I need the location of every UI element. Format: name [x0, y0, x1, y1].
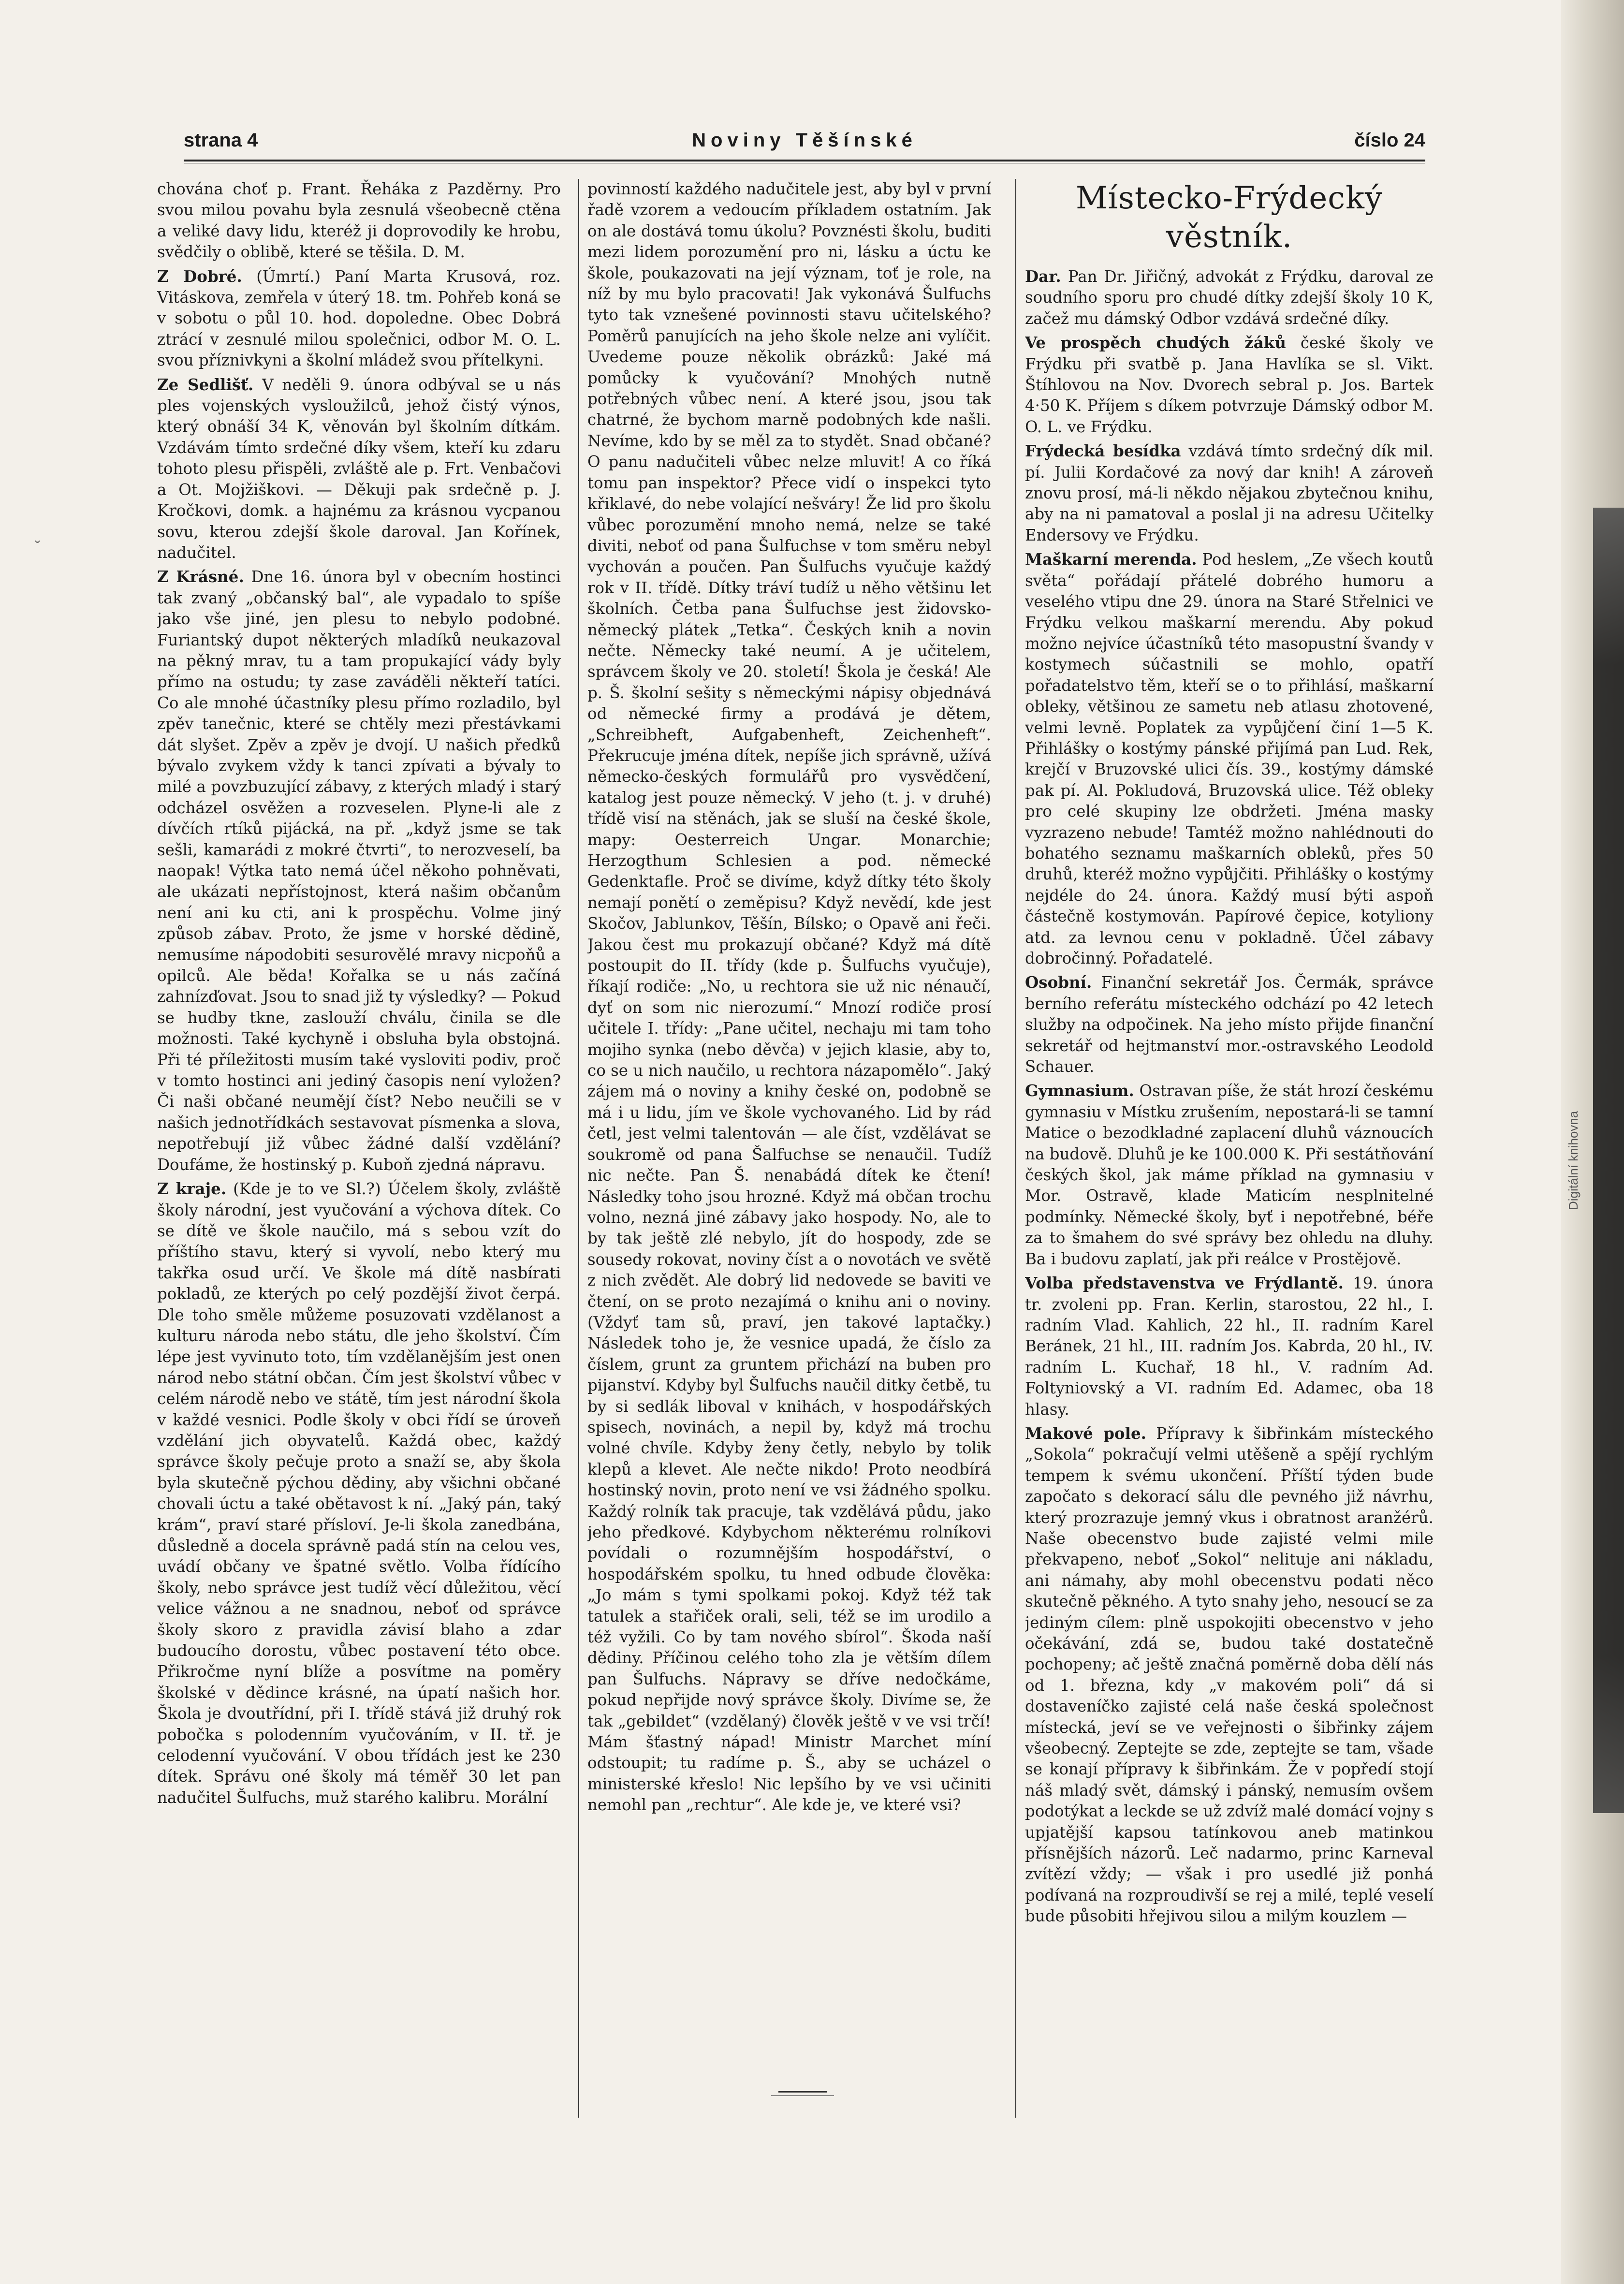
header-rule — [184, 160, 1425, 161]
newspaper-title: Noviny Těšínské — [692, 130, 917, 151]
article-paragraph — [157, 566, 561, 1175]
article-end-rule — [778, 2091, 827, 2093]
article-body: (Kde je to ve Sl.?) Účelem školy, zvláště školy národní, jest vyučování a výchova dítek. Co se dítě ve škole naučilo, má s sebou vzít do příštího stavu, který si vyvolí, nebo který mu takřka osud určí. Ve škole má dítě nasbírati pokladů, ze kterých po celý pozdější život čerpá. Dle toho směle můžeme posuzovati vzdělanost a kulturu národa nebo státu, dle jeho školství. Čím lépe jest vyvinuto toto, tím vzdělanějším jest onen národ nebo státní občan. Čím jest školství vůbec v celém národě nebo ve státě, tím jest národní škola v každé vesnici. Podle školy v obci řídí se úroveň vzdělání jich obyvatelů. Každá obec, každý správce školy pečuje proto a snaží se, aby škola byla skutečně pýchou dědiny, aby všichni občané chovali úctu a také obětavost k ní. „Jaký pán, taký krám“, praví staré přísloví. Je-li škola zanedbána, důsledně a docela správně padá stín na celou ves, uvádí občany ve špatné světlo. Volba řídícího školy, nebo správce jest tudíž věcí důležitou, věcí velice vážnou a ne snadnou, neboť od správce školy skoro z pravidla závisí blaho a zdar budoucího dorostu, vůbec postavení této obce. Přikročme nyní blíže a posvítme na poměry školské v dědince krásné, na úpatí našich hor. Škola je dvoutřídní, při I. třídě stává již druhý rok pobočka s polodenním vyučováním, v II. tř. je celodenní vyučování. V obou třídách jest ke 230 dítek. Správu oné školy má téměř 30 let pan nadučitel Šulfuchs, muž starého kalibru. Morální — [157, 1180, 561, 1807]
news-lead: Ve prospěch chudých žáků — [1025, 333, 1286, 352]
news-lead: Maškarní merenda. — [1025, 550, 1197, 569]
column-1 — [157, 179, 561, 2127]
news-body: 19. února tr. zvoleni pp. Fran. Kerlin, starostou, 22 hl., I. radním Vlad. Kahlich, 22 hl., II. radním Karel Beránek, 21 hl., III. radním Jos. Kabrda, 20 hl., IV. radním L. Kuchař, 18 hl., V. radním Ad. Foltyniovský a VI. radním Ed. Adamec, oba 18 hlasy. — [1025, 1274, 1434, 1419]
news-lead: Makové pole. — [1025, 1423, 1146, 1443]
article-paragraph — [157, 374, 561, 564]
stray-mark: ˘ — [34, 539, 41, 556]
news-body: Finanční sekretář Jos. Čermák, správce berního referátu místeckého odchází po 42 letech služby na odpočinek. Na jeho místo přijde finanční sekretář od hejtmanství mor.-ostravského Leodold Schauer. — [1025, 973, 1434, 1076]
column-3 — [1025, 179, 1434, 2127]
news-body: Pan Dr. Jiřičný, advokát z Frýdku, daroval ze soudního sporu pro chudé dítky zdejší školy 10 K, začež mu dámský Odbor vzdává srdečné díky. — [1025, 267, 1434, 328]
news-item — [1025, 332, 1434, 438]
spine-watermark: Digitální knihovna — [1566, 1111, 1580, 1210]
news-body: vzdává tímto srdečný dík mil. pí. Julii Kordačové za nový dar knih! A zároveň znovu prosí, má-li někdo nějakou zbytečnou knihu, aby na ni pamatoval a poslal ji na adresu Učitelky Endersovy ve Frýdku. — [1025, 442, 1434, 544]
column-divider — [578, 179, 579, 2118]
news-lead: Frýdecká besídka — [1025, 441, 1181, 461]
news-lead: Osobní. — [1025, 973, 1092, 992]
article-lead: Z Dobré. — [157, 266, 242, 286]
article-body: (Úmrtí.) Paní Marta Krusová, roz. Vitáskova, zemřela v úterý 18. tm. Pohřeb koná se v sobotu o půl 10. hod. dopoledne. Obec Dobrá ztrácí v zesnulé milou společnici, odbor M. O. L. svou příznivkyni a školní mládež svou přítelkyni. — [157, 267, 561, 370]
article-paragraph — [157, 266, 561, 371]
news-body: Pod heslem, „Ze všech koutů světa“ pořádají přátelé dobrého humoru a veselého vtipu dne 29. února na Staré Střelnici ve Frýdku velkou maškarní merendu. Aby pokud možno nejvíce účastníků této masopustní švandy v kostymech súčastnili se mohlo, opatří pořadatelstvo těm, kteří se o to přihlásí, maškarní obleky, většinou ze sametu neb atlasu zhotovené, velmi levně. Poplatek za vypůjčení činí 1—5 K. Přihlášky o kostýmy pánské přijímá pan Lud. Rek, krejčí v Bruzovské ulici čís. 39., kostýmy dámské pak pí. Al. Pokludová, Bruzovská ulice. Též obleky pro celé skupiny lze obdržeti. Jména masky vyzrazeno nebude! Tamtéž možno nahlédnouti do bohatého seznamu maškarních obleků, přes 50 druhů, kteréž možno vypůjčiti. Přihlášky o kostýmy nejdéle do 24. února. Každý musí býti aspoň částečně kostymován. Papírové čepice, kotyliony atd. za levnou cenu v pokladně. Účel zábavy dobročinný. Pořadatelé. — [1025, 550, 1434, 967]
section-title: Místecko-Frýdecký věstník. — [1076, 180, 1383, 255]
issue-label: číslo 24 — [1354, 130, 1425, 151]
article-lead: Ze Sedlišť. — [157, 375, 254, 394]
article-body: V neděli 9. února odbýval se u nás ples vojenských vysloužilců, jehož čistý výnos, který obnáší 34 K, věnován byl školním dítkám. Vzdávám tímto srdečné díky všem, kteří ku zdaru tohoto plesu přispěli, zvláště ale p. Frt. Venbačovi a Ot. Mojžiškovi. — Děkuji pak srdečně p. J. Kročkovi, domk. a hajnému za krásnou vycpanou sovu, kterou zdejší škole daroval. Jan Kořínek, nadučitel. — [157, 375, 561, 562]
news-lead: Volba představenstva ve Frýdlantě. — [1025, 1274, 1344, 1293]
article-lead: Z Krásné. — [157, 567, 244, 586]
news-body: české školy ve Frýdku při svatbě p. Jana Havlíka se sl. Vikt. Štíhlovou na Nov. Dvorech sebral p. Jos. Bartek 4·50 K. Příjem s díkem potvrzuje Dámský odbor M. O. L. ve Frýdku. — [1025, 334, 1434, 436]
article-paragraph — [157, 1178, 561, 1808]
news-item — [1025, 266, 1434, 329]
library-stamp — [1593, 508, 1624, 1813]
article-lead: Z kraje. — [157, 1179, 227, 1199]
news-body: Ostravan píše, že stát hrozí českému gymnasiu v Místku zrušením, nepostará-li se tamní Matice o bezodkladné zaplacení dluhů váznoucích na budově. Dluhů je ke 100.000 K. Při sestátňování českých škol, jak máme příklad na gymnasiu v Mor. Ostravě, klade Maticím nesplnitelné podmínky. Německé školy, byť i nepotřebné, béře za to šmahem do své správy bez ohledu na dluhy. Ba i budovu zaplatí, jak při reálce v Prostějově. — [1025, 1082, 1434, 1268]
article-body: Dne 16. února byl v obecním hostinci tak zvaný „občanský bal“, ale vypadalo to spíše jako vše jiné, jen plesu to nebylo podobné. Furiantský dupot některých mladíků neukazoval na pěkný mrav, tu a tam propukající vády byly přímo na ostudu; ty zase zaváděli někteří tatíci. Co ale mnohé účastníky plesu přímo rozladilo, byl zpěv tanečnic, které se chtěly mezi přestávkami dát slyšet. Zpěv a zpěv je dvojí. U našich předků bývalo zvykem vždy k tanci zpívati a bývaly to milé a povzbuzující zábavy, z kterých mladý i starý odcházel osvěžen a rozveselen. Plyne-li ale z dívčích rtíků pijácká, na př. „když jsme se tak sešli, kamarádi z mokré čtvrti“, to nerozveselí, ba naopak! Výtka tato nemá účel někoho pohněvati, ale ukázati nepřístojnost, která našim občanům není ani ku cti, ani k prospěchu. Volme jiný způsob zábav. Proto, že jsme v horské dědině, nemusíme nápodobiti sesurovělé mravy nicpoňů a opilců. Ale běda! Kořalka se u nás začíná zahnízďovat. Jsou to snad již ty výsledky? — Pokud se hudby tkne, zaslouží chválu, činila se dle možnosti. Také kychyně i obsluha byla obstojná. Při té příležitosti musím také vysloviti podiv, proč v tomto hostinci ani jediný časopis není vyložen? Či naši občané neumějí číst? Nebo neučili se v našich jednotřídkách sestavovat písmenka a slova, nepotřebují již vůbec žádné další vzdělání? Doufáme, že hostinský p. Kuboň zjedná nápravu. — [157, 568, 561, 1174]
page-header — [184, 130, 1425, 159]
news-item — [1025, 1423, 1434, 1927]
column-divider — [1015, 179, 1016, 2118]
news-item — [1025, 440, 1434, 546]
news-item — [1025, 549, 1434, 969]
news-item — [1025, 972, 1434, 1077]
article-paragraph: povinností každého nadučitele jest, aby byl v první řadě vzorem a vedoucím příkladem ostatním. Jak on ale dostává tomu úkolu? Povznésti školu, buditi mezi lidem porozumění pro ni, lásku a úctu ke škole, poukazovati na její význam, toť je role, na níž by mu bylo pracovati! Jak vykonává Šulfuchs tyto tak vznešené povinnosti stavu učitelského? Poměrů panujících na jeho škole nelze ani vylíčit. Uvedeme pouze několik obrázků: Jaké má pomůcky k vyučování? Mnohých nutně potřebných vůbec není. A které jsou, jsou tak chatrné, že bychom marně podobných kde našli. Nevíme, kdo by se měl za to stydět. Snad občané? O panu nadučiteli vůbec nelze mluvit! A co říká tomu pan inspektor? Přece vidí o inspekci tyto křiklavé, do nebe volající nešváry! Že lid pro školu vůbec porozumění mnoho nemá, nelze se také diviti, neboť od pana Šulfuchse v tom směru nebyl vychován a poučen. Pan Šulfuchs vyučuje každý rok v II. třídě. Dítky tráví tudíž u něho většinu let školních. Četba pana Šulfuchse jest židovsko-německý plátek „Tetka“. Českých knih a novin nečte. Německy také neumí. A je učitelem, správcem školy ve 20. století! Škola je česká! Ale p. Š. školní sešity s německými nápisy objednává od německé firmy a prodává je dětem, „Schreibheft, Aufgabenheft, Zeichenheft“. Překrucuje jména dítek, nepíše jich správně, užívá německo-českých formulářů pro vysvědčení, katalog jest pouze německý. V jeho (t. j. v druhé) třídě visí na stěnách, jak se sluší na české škole, mapy: Oesterreich Ungar. Monarchie; Herzogthum Schlesien a pod. německé Gedenktafle. Proč se divíme, když dítky této školy nemají ponětí o zeměpisu? Když nevědí, kde jest Skočov, Jablunkov, Těšín, Bílsko; o Opavě ani řeči. Jakou čest mu prokazují občané? Když má dítě postoupit do II. třídy (kde p. Šulfuchs vyučuje), říkají rodiče: „No, u rechtora sie už nic nénaučí, dyť on som nic nierozumí.“ Mnozí rodiče prosí učitele I. třídy: „Pane učitel, nechaju mi tam toho mojiho synka (nebo děvča) v jejich klasie, aby to, co se u nich naučilo, u rechtora názapomělo“. Jaký zájem má o noviny a knihy české on, podobně se má i u lidu, jím ve škole vychovaného. Lid by rád četl, jest velmi talentován — ale číst, vzdělávat se soukromě od pana Šalfuchse se nenaučil. Tudíž nic nečte. Pan Š. nenabádá dítek ke čtení! Následky toho jsou hrozné. Když má občan trochu volno, nezná jiné zábavy jako hospody. No, ale to by tak ještě zlé nebylo, jít do hospody, zde se sousedy rokovat, noviny číst a o novotách ve světě z nich zvědět. Ale dobrý lid nedovede se baviti ve čtení, on se proto nezajímá o knihu ani o noviny. (Vždyť tam sů, praví, jen takové laptačky.) Následek toho je, že vesnice upadá, že číslo za číslem, grunt za gruntem přichází na buben pro pijanství. Kdyby byl Šulfuchs naučil ditky četbě, tu by si sedlák liboval v knihách, v hospodářských spisech, novinách, a nepil by, když má trochu volné chvíle. Kdyby ženy četly, nebylo by tolik klepů a klevet. Ale nečte nikdo! Proto neodbírá hostinský novin, proto není ve vsi žádného spolku. Každý rolník tak pracuje, tak vzdělává půdu, jako jeho předkové. Kdybychom některému rolníkovi povídali o rozumnějším hospodářství, o hospodářském spolku, tu hned odbude člověka: „Jo mám s tymi spolkami pokoj. Když též tak tatulek a stařiček orali, seli, též se im urodilo a též vyžili. Co by tam nového sbírol“. Škoda naší dědiny. Příčinou celého toho zla je větším dílem pan Šulfuchs. Nápravy se dříve nedočkáme, pokud nepřijde nový správce školy. Divíme se, že tak „gebildet“ (vzdělaný) člověk ještě v ve vsi trčí! Mám šťastný nápad! Ministr Marchet míní odstoupit; tu radíme p. Š., aby se ucházel o ministerské křeslo! Nic lepšího by ve vsi učiniti nemohl pan „rechtur“. Ale kde je, ve které vsi? — [587, 180, 991, 1815]
news-item — [1025, 1080, 1434, 1270]
news-item — [1025, 1273, 1434, 1420]
news-body: Přípravy k šibřinkám místeckého „Sokola“ pokračují velmi utěšeně a spějí rychlým tempem k svému ukončení. Příští týden bude započato s dekorací sálu dle pevného již návrhu, který prozrazuje jemný vkus i obratnost aranžérů. Naše obecenstvo bude zajisté velmi mile překvapeno, neboť „Sokol“ nelituje ani nákladu, ani námahy, aby mohl obecenstvu podati něco skutečně pěkného. A tyto snahy jeho, nesoucí se za jediným cílem: plně uspokojiti obecenstvo v jeho očekávání, zdá se, budou také dostatečně pochopeny; ač ještě značná poměrně doba dělí nás od 1. března, kdy „v makovém poli“ dá si dostaveníčko zajisté celá naše česká společnost místecká, jeví se ve veřejnosti o šibřinky zájem všeobecný. Zeptejte se zde, zeptejte se tam, všade se konají přípravy k šibřinkám. Že v popředí stojí náš mladý svět, dámský i pánský, nemusím ovšem podotýkat a leckde se už zdvíž malé domácí vojny s upjatější kapsou tatínkovou aneb matinkou přísnějších názorů. Leč nadarmo, princ Karneval zvítězí vždy; — však i pro usedlé již ponhá podívaná na rozproudivší se rej a milé, teplé veselí bude působiti hřejivou silou a milým kouzlem — — [1025, 1424, 1434, 1926]
column-2 — [587, 179, 991, 2127]
news-lead: Gymnasium. — [1025, 1081, 1134, 1100]
page-label: strana 4 — [184, 130, 258, 151]
article-paragraph: chována choť p. Frant. Řeháka z Pazděrny. Pro svou milou povahu byla zesnulá všeobecně ctěna a veliké davy lidu, kteréž ji doprovodily ke hrobu, svědčily o oblibě, které se těšila. D. M. — [157, 180, 561, 262]
news-lead: Dar. — [1025, 267, 1061, 286]
article-end-rule-thin — [771, 2095, 834, 2096]
